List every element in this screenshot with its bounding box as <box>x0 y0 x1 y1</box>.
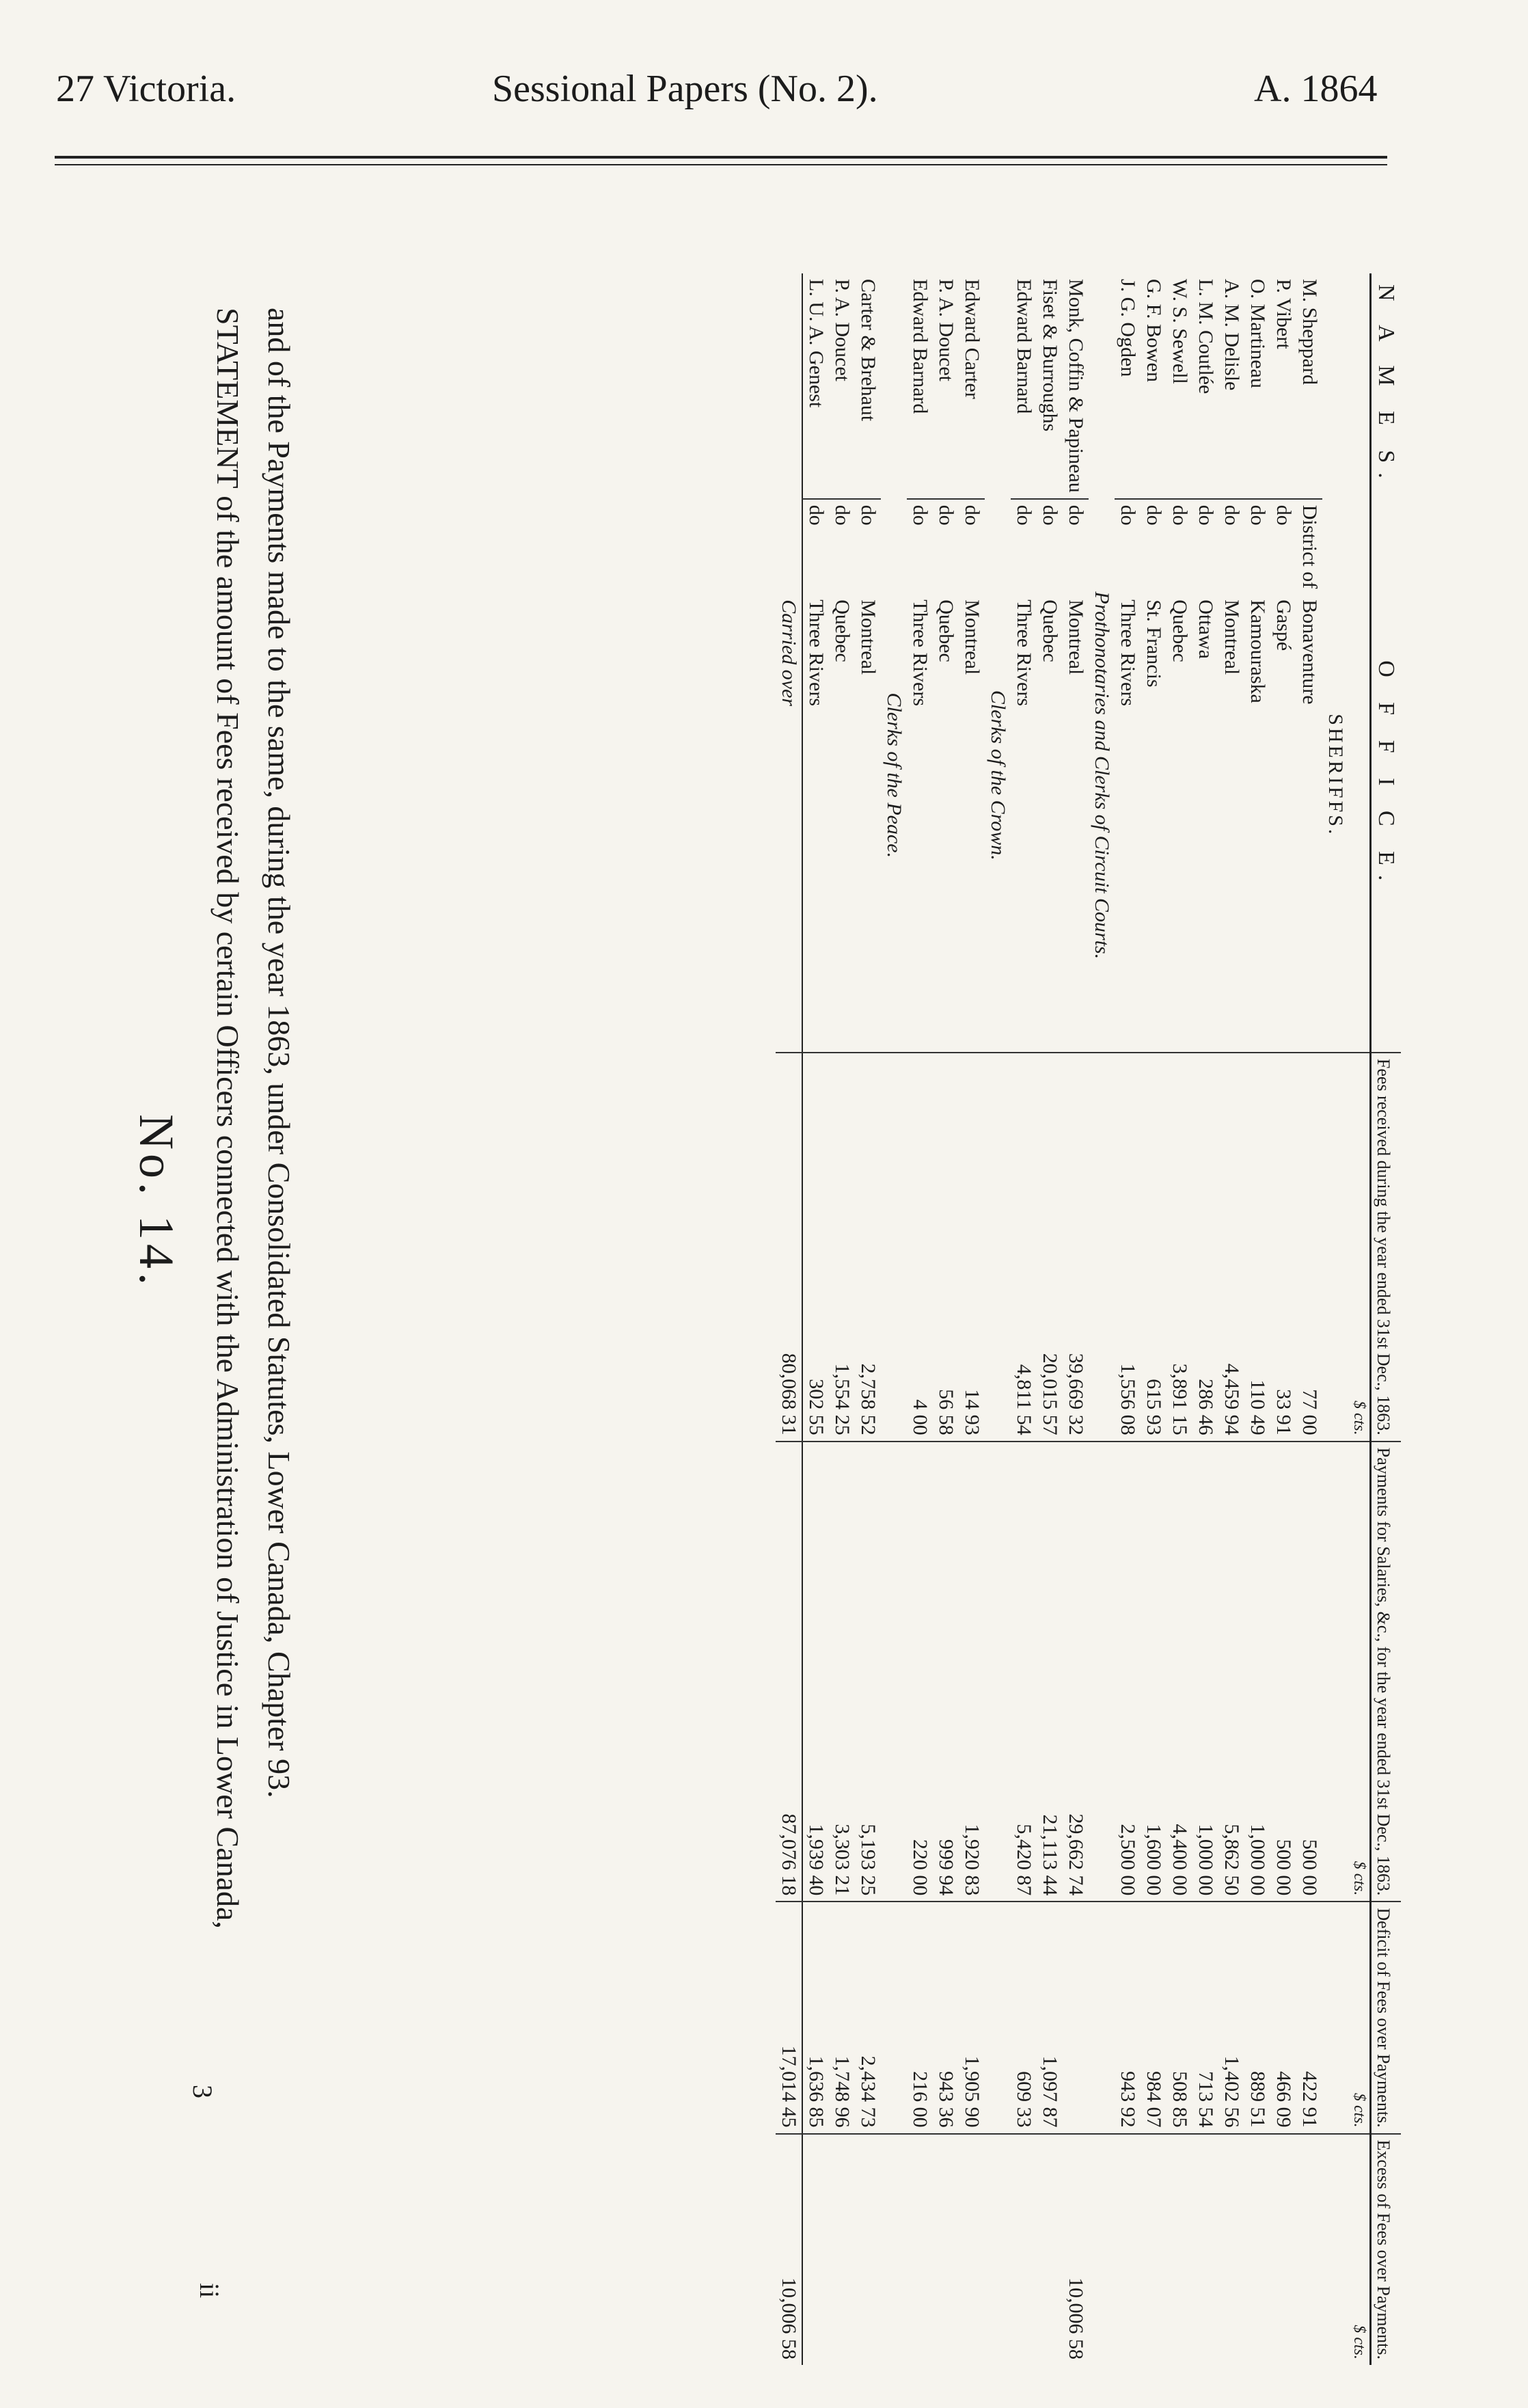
payments-cell: 500 00 <box>1296 1442 1322 1902</box>
fees-cell: 302 55 <box>802 1053 829 1442</box>
office-name: Quebec <box>934 599 957 662</box>
excess-cell <box>1115 2134 1141 2365</box>
rotated-statement <box>130 171 1428 2358</box>
section-clerks-crown <box>907 273 1011 2365</box>
office-name: Montreal <box>856 599 879 675</box>
section-title-row <box>1089 273 1115 2365</box>
table-row <box>1296 273 1322 2365</box>
volume-label: 27 Victoria. <box>56 68 236 110</box>
deficit-cell: 943 92 <box>1115 1902 1141 2133</box>
payments-cell: 1,000 00 <box>1192 1442 1218 1902</box>
office-name: Gaspé <box>1272 599 1295 651</box>
excess-cell <box>1244 2134 1270 2365</box>
officer-name: J. G. Ogden <box>1116 279 1139 377</box>
table-header-row <box>1370 273 1401 2365</box>
deficit-cell: 609 33 <box>1011 1902 1037 2133</box>
excess-cell <box>1296 2134 1322 2365</box>
deficit-cell: 889 51 <box>1244 1902 1270 2133</box>
total-payments: 87,076 18 <box>776 1442 802 1902</box>
sessional-papers-title: Sessional Papers (No. 2). <box>492 68 878 110</box>
table-row <box>1218 273 1244 2365</box>
district: do <box>1063 499 1089 594</box>
payments-cell: 5,862 50 <box>1218 1442 1244 1902</box>
district: do <box>855 499 881 594</box>
fees-cell: 33 91 <box>1270 1053 1296 1442</box>
header-rule-thin <box>55 164 1387 165</box>
fees-cell: 3,891 15 <box>1167 1053 1192 1442</box>
office-name: Montreal <box>1220 599 1243 675</box>
payments-header: Payments for Salaries, &c., for the year ended 31st Dec., 1863. <box>1370 1442 1401 1902</box>
officer-name: Edward Carter <box>960 279 983 399</box>
deficit-cell: 466 09 <box>1270 1902 1296 2133</box>
payments-cell: 500 00 <box>1270 1442 1296 1902</box>
statement-title-line2: and of the Payments made to the same, during the year 1863, under Consolidated Statutes, Lower Canada, Chapter 93. <box>262 308 297 1798</box>
district: do <box>1141 499 1167 594</box>
excess-cell <box>1141 2134 1167 2365</box>
fees-cell: 110 49 <box>1244 1053 1270 1442</box>
office-header: O F F I C E. <box>1370 499 1401 1053</box>
district: do <box>907 499 933 594</box>
deficit-cell: 1,905 90 <box>959 1902 985 2133</box>
district: do <box>1037 499 1063 594</box>
officer-name: W. S. Sewell <box>1168 279 1191 384</box>
table-row <box>1192 273 1218 2365</box>
section-title: Prothonotaries and Clerks of Circuit Courts. <box>1090 591 1113 960</box>
officer-name: G. F. Bowen <box>1142 279 1165 382</box>
office-name: Quebec <box>1038 599 1061 662</box>
names-header: N A M E S. <box>1370 273 1401 499</box>
deficit-cell: 2,434 73 <box>855 1902 881 2133</box>
officer-name: Edward Barnard <box>908 279 931 414</box>
office-name: Three Rivers <box>1012 599 1035 707</box>
excess-unit: $ cts. <box>1348 2134 1371 2365</box>
header-rule <box>55 156 1387 159</box>
deficit-cell: 508 85 <box>1167 1902 1192 2133</box>
district: do <box>1192 499 1218 594</box>
excess-cell <box>855 2134 881 2365</box>
table-row <box>959 273 985 2365</box>
section-title: Clerks of the Peace. <box>882 692 905 858</box>
fees-cell: 56 58 <box>933 1053 959 1442</box>
deficit-cell: 1,402 56 <box>1218 1902 1244 2133</box>
deficit-cell: 422 91 <box>1296 1902 1322 2133</box>
fees-statement-table <box>776 273 1401 2365</box>
payments-cell: 21,113 44 <box>1037 1442 1063 1902</box>
payments-cell: 1,920 83 <box>959 1442 985 1902</box>
payments-cell: 1,600 00 <box>1141 1442 1167 1902</box>
payments-cell: 1,939 40 <box>802 1442 829 1902</box>
payments-cell: 4,400 00 <box>1167 1442 1192 1902</box>
year-label: A. 1864 <box>1254 68 1378 110</box>
officer-name: O. Martineau <box>1246 279 1269 388</box>
deficit-cell: 943 36 <box>933 1902 959 2133</box>
deficit-cell: 984 07 <box>1141 1902 1167 2133</box>
excess-cell <box>802 2134 829 2365</box>
district: do <box>959 499 985 594</box>
payments-unit: $ cts. <box>1348 1442 1371 1902</box>
fees-cell: 20,015 57 <box>1037 1053 1063 1442</box>
district: do <box>1167 499 1192 594</box>
payments-cell: 29,662 74 <box>1063 1442 1089 1902</box>
excess-cell <box>907 2134 933 2365</box>
payments-cell: 220 00 <box>907 1442 933 1902</box>
table-row <box>802 273 829 2365</box>
table-row <box>933 273 959 2365</box>
carried-over-row <box>776 273 802 2365</box>
table-row <box>855 273 881 2365</box>
officer-name: Monk, Coffin & Papineau <box>1064 279 1087 493</box>
district: do <box>1244 499 1270 594</box>
officer-name: A. M. Delisle <box>1220 279 1243 391</box>
payments-cell: 1,000 00 <box>1244 1442 1270 1902</box>
office-name: Quebec <box>1168 599 1191 662</box>
payments-cell: 999 94 <box>933 1442 959 1902</box>
excess-cell <box>1011 2134 1037 2365</box>
payments-cell: 2,500 00 <box>1115 1442 1141 1902</box>
office-name: Montreal <box>960 599 983 675</box>
section-title-row <box>1322 273 1348 2365</box>
fees-unit: $ cts. <box>1348 1053 1371 1442</box>
payments-cell: 5,420 87 <box>1011 1442 1037 1902</box>
officer-name: P. Vibert <box>1272 279 1295 349</box>
margin-mark-3: 3 <box>187 2085 218 2098</box>
table-row <box>1141 273 1167 2365</box>
excess-cell <box>1192 2134 1218 2365</box>
officer-name: M. Sheppard <box>1298 279 1321 385</box>
deficit-cell: 713 54 <box>1192 1902 1218 2133</box>
office-name: Three Rivers <box>1116 599 1139 707</box>
deficit-unit: $ cts. <box>1348 1902 1371 2133</box>
office-name: Bonaventure <box>1298 599 1321 705</box>
office-name: Ottawa <box>1194 599 1217 659</box>
office-name: Quebec <box>830 599 854 662</box>
total-deficit: 17,014 45 <box>776 1902 802 2133</box>
deficit-cell: 1,748 96 <box>829 1902 855 2133</box>
district: do <box>1011 499 1037 594</box>
fees-cell: 4,459 94 <box>1218 1053 1244 1442</box>
table-row <box>1037 273 1063 2365</box>
statement-title-line1: STATEMENT of the amount of Fees received by certain Officers connected with the Administration of Justice in Lower Canada, <box>210 308 245 1929</box>
page-header <box>0 55 1528 137</box>
office-name: Kamouraska <box>1246 599 1269 703</box>
office-name: Three Rivers <box>908 599 931 707</box>
excess-cell <box>1218 2134 1244 2365</box>
document-number: No. 14. <box>129 1114 184 1289</box>
excess-header: Excess of Fees over Payments. <box>1370 2134 1401 2365</box>
deficit-cell: 216 00 <box>907 1902 933 2133</box>
table-row <box>907 273 933 2365</box>
deficit-cell <box>1063 1902 1089 2133</box>
table-row <box>1115 273 1141 2365</box>
deficit-header: Deficit of Fees over Payments. <box>1370 1902 1401 2133</box>
section-title-row <box>985 273 1011 2365</box>
deficit-cell: 1,097 87 <box>1037 1902 1063 2133</box>
table-row <box>1167 273 1192 2365</box>
section-sheriffs <box>1115 273 1348 2365</box>
carried-over-label: Carried over <box>776 594 802 1053</box>
fees-cell: 4,811 54 <box>1011 1053 1037 1442</box>
payments-cell: 3,303 21 <box>829 1442 855 1902</box>
district: District of <box>1296 499 1322 594</box>
district: do <box>802 499 829 594</box>
total-excess: 10,006 58 <box>776 2134 802 2365</box>
section-prothonotaries <box>1011 273 1115 2365</box>
table-row <box>829 273 855 2365</box>
fees-cell: 1,554 25 <box>829 1053 855 1442</box>
margin-mark-ii: ii <box>194 2283 225 2299</box>
officer-name: P. A. Doucet <box>934 279 957 381</box>
payments-cell: 5,193 25 <box>855 1442 881 1902</box>
officer-name: Fiset & Burroughs <box>1038 279 1061 432</box>
district: do <box>829 499 855 594</box>
excess-cell <box>1167 2134 1192 2365</box>
units-row <box>1348 273 1371 2365</box>
section-title: Clerks of the Crown. <box>986 690 1009 861</box>
total-fees: 80,068 31 <box>776 1053 802 1442</box>
section-title-row <box>881 273 907 2365</box>
excess-cell: 10,006 58 <box>1063 2134 1089 2365</box>
office-name: St. Francis <box>1142 599 1165 688</box>
district: do <box>1218 499 1244 594</box>
fees-header: Fees received during the year ended 31st Dec., 1863. <box>1370 1053 1401 1442</box>
fees-cell: 77 00 <box>1296 1053 1322 1442</box>
district: do <box>1270 499 1296 594</box>
fees-cell: 14 93 <box>959 1053 985 1442</box>
table-row <box>1270 273 1296 2365</box>
officer-name: Edward Barnard <box>1012 279 1035 414</box>
totals <box>776 273 802 2365</box>
fees-cell: 4 00 <box>907 1053 933 1442</box>
excess-cell <box>933 2134 959 2365</box>
officer-name: Carter & Brehaut <box>856 279 879 422</box>
table-row <box>1063 273 1089 2365</box>
section-title: SHERIFFS. <box>1324 714 1347 837</box>
table-row <box>1244 273 1270 2365</box>
excess-cell <box>1037 2134 1063 2365</box>
district: do <box>933 499 959 594</box>
excess-cell <box>959 2134 985 2365</box>
fees-cell: 39,669 32 <box>1063 1053 1089 1442</box>
fees-cell: 615 93 <box>1141 1053 1167 1442</box>
office-name: Three Rivers <box>804 599 828 707</box>
officer-name: L. M. Coutlée <box>1194 279 1217 394</box>
district: do <box>1115 499 1141 594</box>
officer-name: P. A. Doucet <box>830 279 854 381</box>
fees-cell: 286 46 <box>1192 1053 1218 1442</box>
section-clerks-peace <box>802 273 907 2365</box>
fees-cell: 2,758 52 <box>855 1053 881 1442</box>
deficit-cell: 1,636 85 <box>802 1902 829 2133</box>
excess-cell <box>829 2134 855 2365</box>
table-row <box>1011 273 1037 2365</box>
excess-cell <box>1270 2134 1296 2365</box>
officer-name: L. U. A. Genest <box>804 279 828 408</box>
office-name: Montreal <box>1064 599 1087 675</box>
fees-cell: 1,556 08 <box>1115 1053 1141 1442</box>
